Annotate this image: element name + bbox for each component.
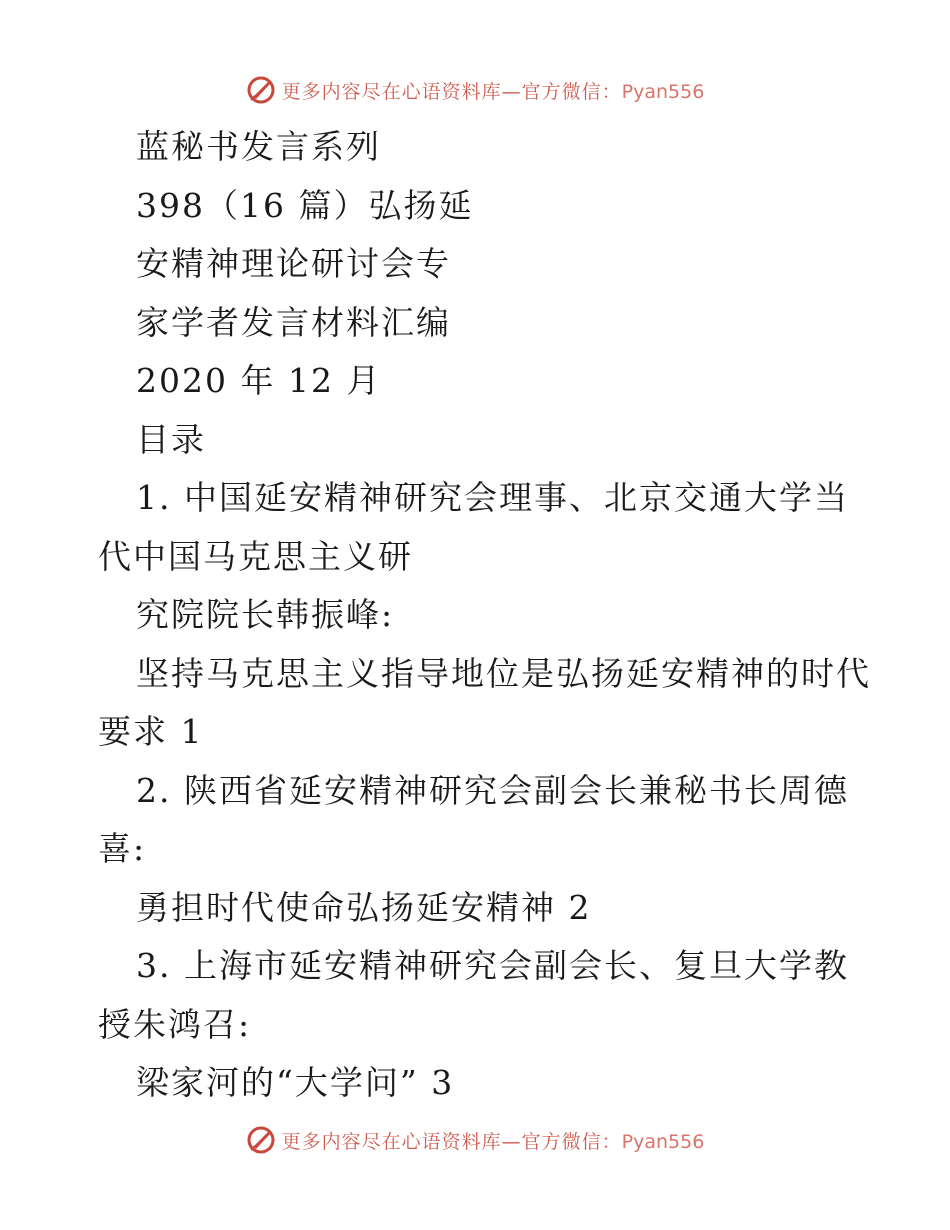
document-line: 要求 1 bbox=[98, 712, 204, 751]
footer-watermark bbox=[0, 1120, 950, 1160]
document-line: 喜: bbox=[98, 829, 147, 868]
document-line: 蓝秘书发言系列 bbox=[136, 127, 381, 166]
document-body bbox=[98, 118, 871, 1113]
document-line: 梁家河的“大学问” 3 bbox=[136, 1063, 455, 1102]
header-watermark bbox=[0, 70, 950, 110]
document-line: 究院院长韩振峰: bbox=[136, 595, 395, 634]
quill-logo-icon bbox=[246, 1125, 276, 1155]
document-line: 安精神理论研讨会专 bbox=[136, 244, 451, 283]
watermark-text: 更多内容尽在心语资料库—官方微信：Pyan556 bbox=[281, 1130, 705, 1153]
document-line: 坚持马克思主义指导地位是弘扬延安精神的时代 bbox=[136, 653, 871, 693]
document-line: 2. 陕西省延安精神研究会副会长兼秘书长周德 bbox=[136, 770, 849, 810]
document-line: 勇担时代使命弘扬延安精神 2 bbox=[136, 887, 592, 927]
document-line: 家学者发言材料汇编 bbox=[136, 302, 451, 342]
document-line: 3. 上海市延安精神研究会副会长、复旦大学教 bbox=[136, 946, 849, 985]
document-line: 2020 年 12 月 bbox=[136, 361, 382, 400]
quill-logo-icon bbox=[246, 75, 276, 105]
document-line: 目录 bbox=[136, 419, 206, 459]
document-line: 1. 中国延安精神研究会理事、北京交通大学当 bbox=[136, 478, 849, 517]
document-line: 398（16 篇）弘扬延 bbox=[136, 185, 474, 225]
document-line: 授朱鸿召: bbox=[98, 1004, 252, 1044]
document-line: 代中国马克思主义研 bbox=[98, 536, 413, 576]
watermark-text: 更多内容尽在心语资料库—官方微信：Pyan556 bbox=[281, 80, 705, 103]
